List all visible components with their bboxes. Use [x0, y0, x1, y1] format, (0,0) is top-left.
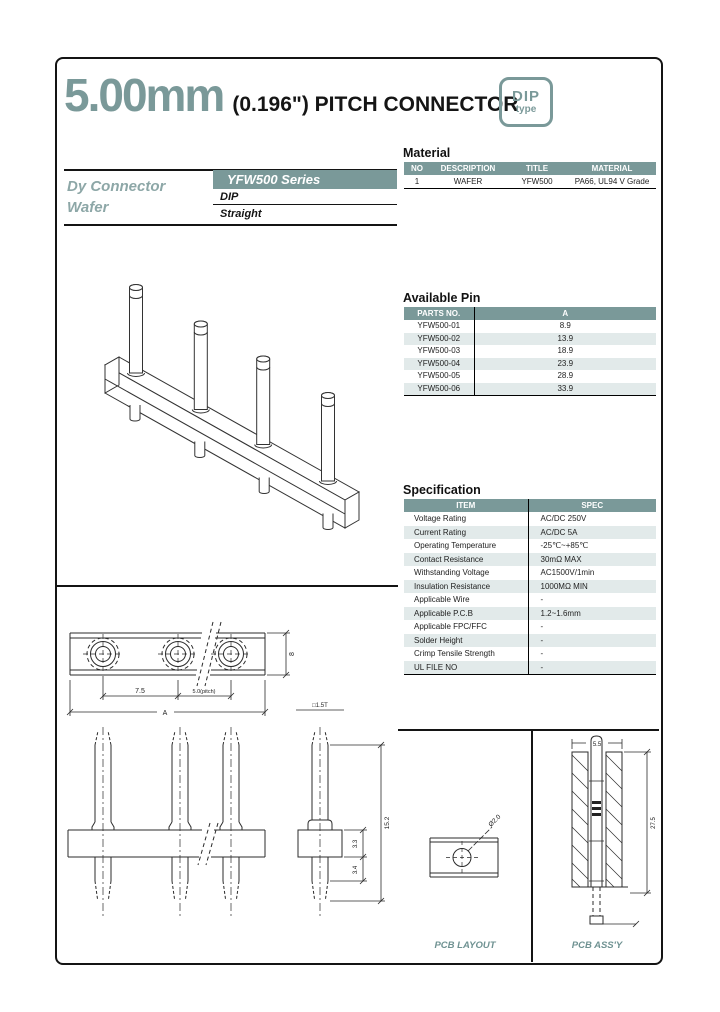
table-cell: Voltage Rating [404, 512, 528, 526]
mount-type-label: DIP [220, 191, 239, 203]
column-header: SPEC [528, 499, 656, 512]
table-row [404, 333, 656, 346]
table-row [404, 647, 656, 661]
table-cell: Current Rating [404, 526, 528, 540]
table-cell: YFW500-06 [404, 383, 474, 396]
table-row [404, 634, 656, 648]
top-view-first-span-dim: 7.5 [135, 688, 145, 695]
table-cell: Applicable Wire [404, 593, 528, 607]
table-row [404, 661, 656, 675]
table-cell: 1000MΩ MIN [528, 580, 656, 594]
page-title [64, 68, 518, 122]
side-view-total-dim: 15.2 [384, 816, 391, 830]
pcb-assy-label: PCB ASS'Y [571, 940, 623, 951]
table-cell: Withstanding Voltage [404, 566, 528, 580]
table-row [404, 383, 656, 396]
table-cell: 1 [414, 177, 420, 186]
top-view-drawing [62, 610, 396, 722]
side-view-body-dim: 3.3 [353, 839, 359, 849]
column-header: TITLE [506, 162, 568, 175]
pcb-layout-label: PCB LAYOUT [434, 940, 496, 951]
column-header: DESCRIPTION [430, 162, 506, 175]
column-header: ITEM [404, 499, 528, 512]
series-mid-rule [213, 204, 397, 205]
table-cell: - [540, 649, 544, 658]
table-row [404, 553, 656, 567]
material-heading: Material [403, 146, 451, 160]
pcb-assy-height-dim: 27.5 [651, 817, 657, 829]
available-pin-header-row [404, 307, 656, 320]
front-view-drawing [62, 723, 396, 923]
table-cell: Applicable FPC/FFC [404, 620, 528, 634]
series-name-banner: YFW500 Series [213, 170, 397, 189]
product-family-title [67, 176, 165, 218]
table-cell: - [540, 622, 544, 631]
left-section-divider [57, 585, 398, 587]
table-cell: 28.9 [557, 371, 574, 380]
table-row [404, 620, 656, 634]
dip-badge-subtext: type [515, 104, 537, 115]
table-cell: Crimp Tensile Strength [404, 647, 528, 661]
top-view-width-dim: 8 [289, 652, 296, 656]
table-cell: YFW500-01 [404, 320, 474, 333]
material-table [404, 162, 656, 189]
table-row [404, 526, 656, 540]
page-title-rest: (0.196") PITCH CONNECTOR [232, 93, 519, 116]
table-cell: WAFER [453, 177, 483, 186]
product-family-line1: Dy Connector [67, 178, 166, 195]
table-cell: Contact Resistance [404, 553, 528, 567]
table-row [404, 320, 656, 333]
material-header-row [404, 162, 656, 175]
table-row [404, 358, 656, 371]
series-bottom-rule [64, 224, 397, 226]
table-row [404, 512, 656, 526]
table-cell: - [540, 595, 544, 604]
dip-type-badge [499, 77, 553, 127]
column-header: MATERIAL [568, 162, 656, 175]
table-row [404, 607, 656, 621]
table-cell: YFW500-03 [404, 345, 474, 358]
dip-badge-text: DIP [511, 88, 540, 105]
table-cell: 1.2~1.6mm [528, 607, 656, 621]
side-view-tail-dim: 3.4 [353, 865, 359, 875]
column-header: NO [404, 162, 430, 175]
table-cell: Applicable P.C.B [404, 607, 528, 621]
column-header: PARTS NO. [404, 307, 474, 320]
isometric-view-drawing [75, 245, 375, 545]
pcb-assy-width-dim: 5.5 [592, 742, 602, 748]
table-cell: YFW500-04 [404, 358, 474, 371]
table-cell: -25℃~+85℃ [540, 541, 589, 550]
table-row [404, 175, 656, 189]
pcb-hole-diameter-dim: Ø2.0 [487, 813, 503, 829]
table-cell: YFW500-02 [404, 333, 474, 346]
pcb-layout-drawing [399, 731, 531, 936]
side-view [298, 727, 342, 919]
table-cell: 8.9 [559, 321, 571, 330]
product-family-line2: Wafer [67, 199, 109, 216]
table-cell: YFW500-05 [404, 370, 474, 383]
table-row [404, 566, 656, 580]
table-row [404, 580, 656, 594]
hatching [572, 755, 622, 887]
specification-heading: Specification [403, 483, 481, 497]
table-row [404, 539, 656, 553]
table-cell: 30mΩ MAX [528, 553, 656, 567]
pcb-assy-drawing [533, 731, 661, 936]
table-cell: UL FILE NO [404, 661, 528, 675]
table-cell: - [528, 661, 656, 675]
table-cell: 13.9 [474, 333, 656, 346]
table-cell: 18.9 [557, 346, 574, 355]
table-cell: AC/DC 250V [540, 514, 587, 523]
table-cell: 33.9 [474, 383, 656, 396]
table-cell: AC1500V/1min [540, 568, 595, 577]
front-pins [92, 727, 242, 919]
table-row [404, 345, 656, 358]
table-cell: YFW500 [521, 177, 553, 186]
specification-table [404, 499, 656, 675]
table-cell: Solder Height [404, 634, 528, 648]
table-cell: Operating Temperature [404, 539, 528, 553]
column-header: A [474, 307, 656, 320]
table-cell: - [528, 634, 656, 648]
table-cell: 23.9 [474, 358, 656, 371]
table-row [404, 370, 656, 383]
top-view-overall-dim: A [162, 710, 168, 717]
table-cell: PA66, UL94 V Grade [574, 177, 650, 186]
specification-header-row [404, 499, 656, 512]
page-title-pitch: 5.00mm [64, 69, 224, 121]
table-cell: Insulation Resistance [404, 580, 528, 594]
table-cell: AC/DC 5A [528, 526, 656, 540]
table-row [404, 593, 656, 607]
available-pin-table [404, 307, 656, 396]
top-view-pitch-dim: 5.0(pitch) [192, 689, 216, 695]
available-pin-heading: Available Pin [403, 291, 481, 305]
top-view-thickness-note: □1.5T [312, 703, 328, 709]
orientation-label: Straight [220, 208, 262, 220]
